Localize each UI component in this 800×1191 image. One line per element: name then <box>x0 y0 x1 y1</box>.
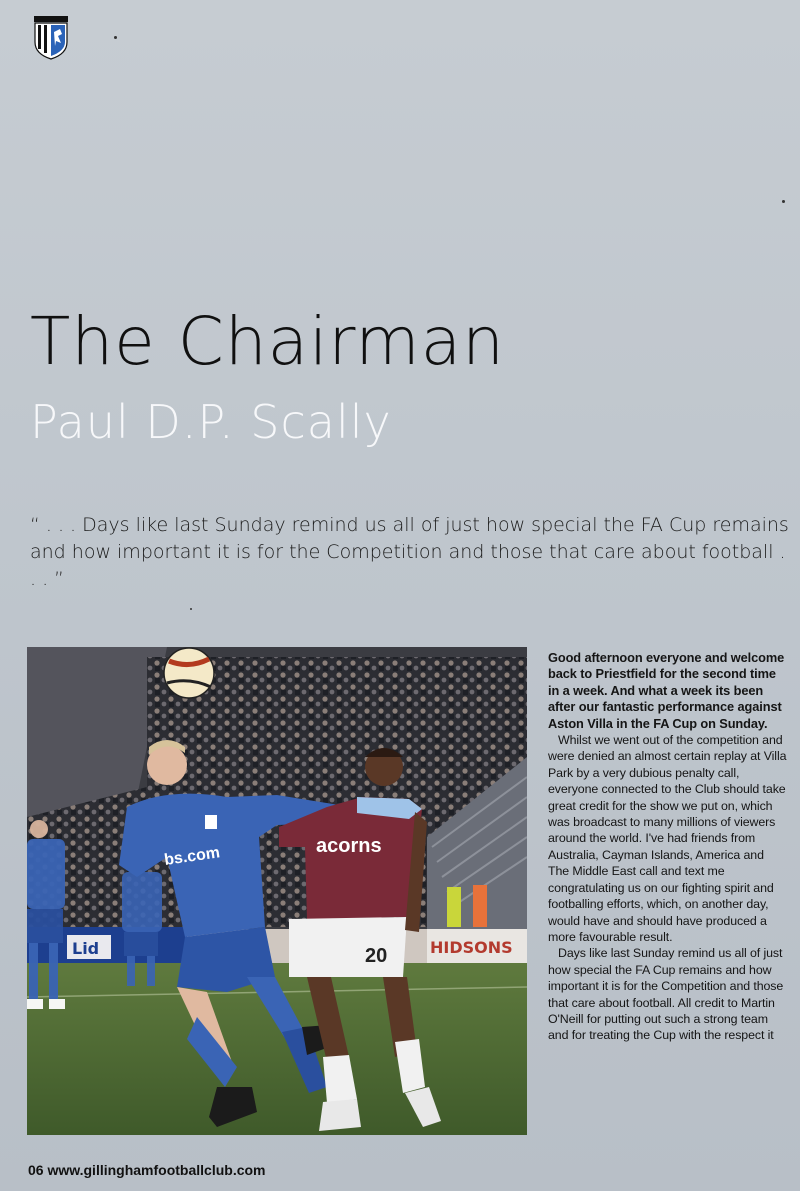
board-left-text: Lid <box>72 939 100 958</box>
article-lead: Good afternoon everyone and welcome back to Priestfield for the second time in a week. And what a week its been after our fantastic performance against Aston Villa in the FA Cup on Sunday. <box>548 650 785 731</box>
page-title: The Chairman <box>30 303 505 380</box>
home-sponsor-text: bs.com <box>163 844 222 869</box>
print-speck <box>782 200 785 203</box>
print-speck <box>190 608 192 610</box>
pull-quote: “ . . . Days like last Sunday remind us all of just how special the FA Cup remains and how important it is for the Competition and those that care about football . . . ” <box>30 514 789 590</box>
gillingham-crest-icon <box>34 16 68 60</box>
shirt-number: 20 <box>365 945 388 967</box>
author-name: Paul D.P. Scally <box>30 395 392 449</box>
match-photo <box>27 647 527 1135</box>
article-paragraph: Days like last Sunday remind us all of just how special the FA Cup remains and how important it is for the Competition and those that care about football. All credit to Martin O'Neill for putting out such a strong team and for treating the Cup with the respect it <box>548 946 784 1043</box>
away-sponsor-text: acorns <box>316 835 382 857</box>
board-right-text: HIDSONS <box>430 938 513 957</box>
article-paragraph: Whilst we went out of the competition and were denied an almost certain replay at Villa Park by a very dubious penalty call, everyone connected to the Club should take great credit for the show we put on, which was broadcast to many millions of viewers around the world. I've had friends from Australia, Cayman Islands, America and The Middle East call and text me congratulating us on our fighting spirit and footballing efforts, which, on another day, would have and should have produced a more favourable result. <box>548 733 787 944</box>
print-speck <box>114 36 117 39</box>
page-footer: 06 www.gillinghamfootballclub.com <box>28 1162 266 1178</box>
article-body <box>548 650 788 1044</box>
football-icon <box>164 648 214 698</box>
